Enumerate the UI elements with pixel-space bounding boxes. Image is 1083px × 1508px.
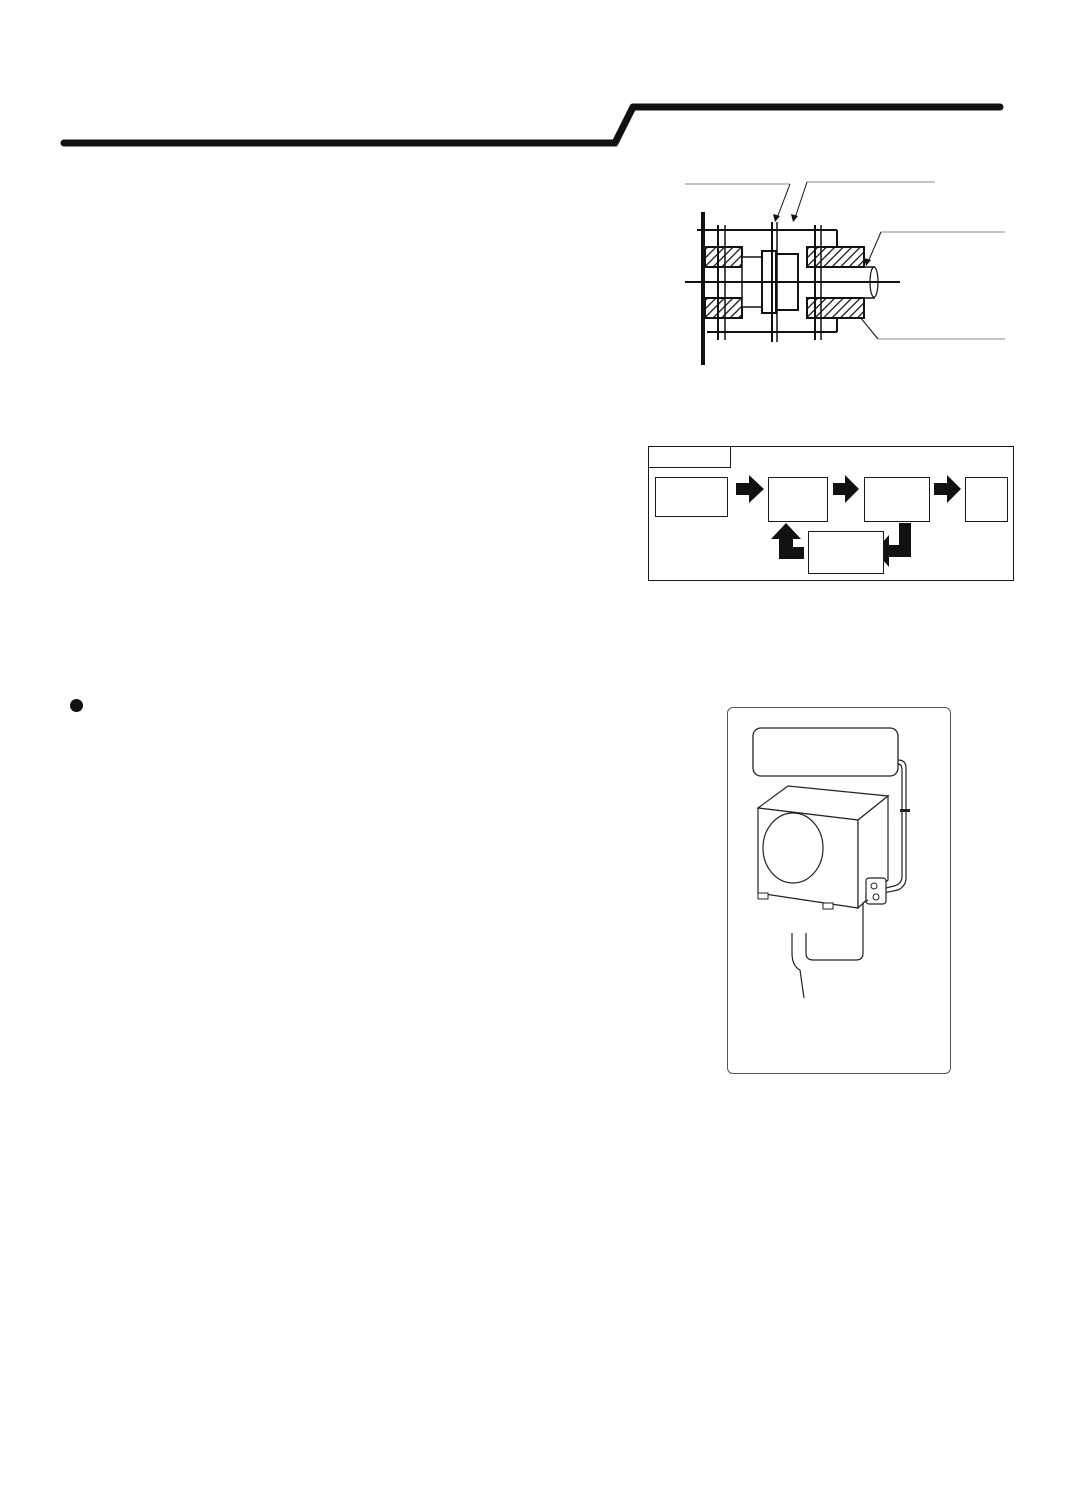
arrow-right-icon [736,475,764,503]
flow-step-repair-leak [808,531,884,574]
flow-step-check-pressure [864,477,930,522]
subheading [70,697,88,718]
arrow-right-icon [833,475,859,503]
flow-step-apply-nitrogen [768,477,828,522]
flow-step-complete-circuit [655,477,728,517]
arrow-up-icon [771,523,804,559]
pipe-insulation-drawing [685,150,1020,375]
vacuum-setup-figure [727,707,951,1074]
flow-step-confirmed [965,477,1008,522]
bullet-icon [70,699,83,712]
pipe-insulation-figure [685,150,1020,375]
vacuum-setup-drawing [728,708,952,1075]
arrow-right-icon [934,475,961,503]
leak-test-flow-diagram [648,446,1014,581]
vacuum-instructions [70,697,88,718]
